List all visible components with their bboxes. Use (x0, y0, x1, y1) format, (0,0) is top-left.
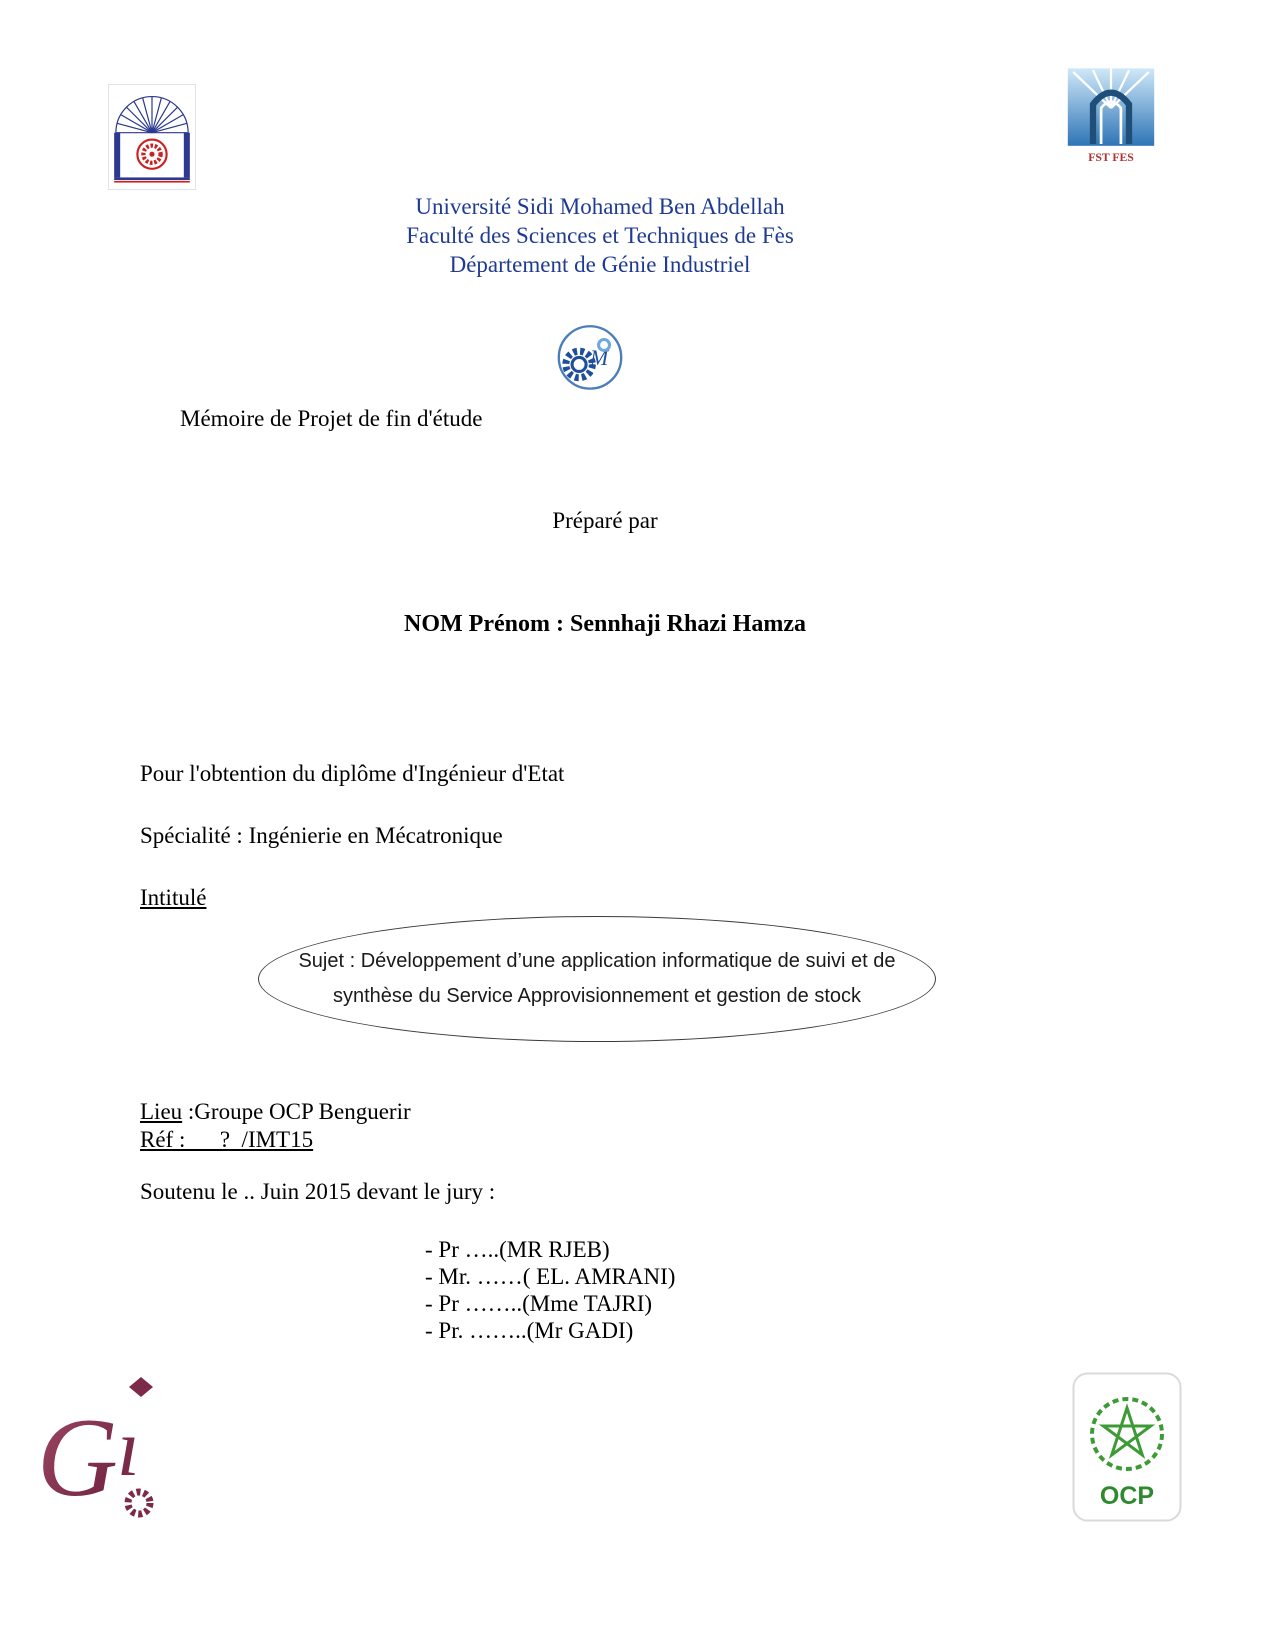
defense-line: Soutenu le .. Juin 2015 devant le jury : (140, 1179, 496, 1204)
svg-text:M: M (590, 346, 609, 371)
gi-i-dot (129, 1377, 153, 1397)
gi-monogram-icon (35, 1363, 167, 1521)
jury-member: - Pr. ……..(Mr GADI) (425, 1318, 634, 1343)
jury-member: - Pr ……..(Mme TAJRI) (425, 1291, 653, 1316)
faculty-name: Faculté des Sciences et Techniques de Fès (406, 223, 794, 248)
specialty-line: Spécialité : Ingénierie en Mécatronique (140, 823, 503, 848)
fst-fes-emblem-icon (1066, 66, 1156, 168)
subject-line-2: synthèse du Service Approvisionnement et gestion de stock (332, 985, 862, 1007)
genie-industriel-logo (35, 1363, 167, 1521)
institution-header (0, 192, 1200, 279)
department-logo (551, 320, 629, 398)
title-label: Intitulé (140, 885, 207, 910)
reference-line: Réf : ? /IMT15 (140, 1127, 314, 1152)
subject-line-1: Sujet : Développement d’une application informatique de suivi et de (298, 950, 896, 972)
university-name: Université Sidi Mohamed Ben Abdellah (415, 194, 785, 219)
gi-letter-g: G (37, 1396, 118, 1520)
subject-ellipse (258, 916, 936, 1042)
fst-fes-logo (1066, 66, 1156, 168)
usmba-emblem-icon (109, 85, 195, 189)
jury-list (425, 1236, 675, 1344)
document-type: Mémoire de Projet de fin d'étude (180, 406, 483, 431)
ocp-label: OCP (1099, 1482, 1155, 1510)
department-name: Département de Génie Industriel (449, 252, 751, 277)
ocp-logo (1072, 1372, 1182, 1522)
degree-line: Pour l'obtention du diplôme d'Ingénieur d'Etat (140, 761, 565, 786)
location-label: Lieu (140, 1099, 183, 1124)
fst-fes-label: FST FES (1088, 151, 1134, 165)
university-logo (108, 84, 196, 190)
gear-m-icon (551, 320, 629, 398)
author-name: NOM Prénom : Sennhaji Rhazi Hamza (404, 611, 806, 637)
jury-member: - Pr …..(MR RJEB) (425, 1237, 610, 1262)
location-value: :Groupe OCP Benguerir (182, 1099, 411, 1124)
prepared-by-label: Préparé par (552, 508, 658, 533)
ocp-emblem-icon (1072, 1372, 1182, 1522)
jury-member: - Mr. ……( EL. AMRANI) (425, 1264, 676, 1289)
gi-letter-i: ı (117, 1402, 140, 1493)
location-line (140, 1099, 411, 1125)
